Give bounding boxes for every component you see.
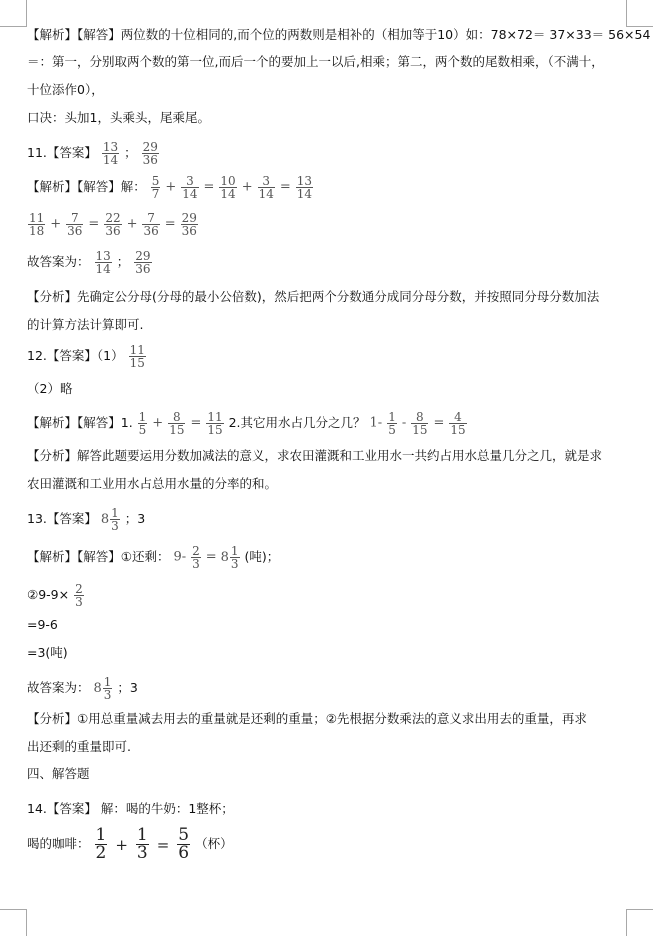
page-corner-bottom-right (626, 909, 653, 936)
fraction: $\frac{2}{3}$ (192, 544, 200, 571)
fraction: $\frac{4}{15}$ (450, 410, 466, 437)
operator: = (156, 835, 170, 854)
text-line (27, 110, 210, 126)
operator: = (279, 179, 291, 195)
answer-label: 14.【答案】 解：喝的牛奶：1整杯； (27, 801, 234, 816)
operator: = (190, 415, 202, 431)
text-line (27, 82, 104, 98)
solution-label: 【解析】【解答】解： (27, 179, 146, 194)
solution-line-14: 喝的咖啡： $\frac{1}{2}$ + $\frac{1}{3}$ = $\frac{5}{6}$ （杯） (27, 825, 233, 863)
operator: = (205, 549, 217, 565)
text-line (27, 476, 277, 492)
answer-line-14 (27, 801, 234, 817)
solution-line-13: 【解析】【解答】①还剩： 9- $\frac{2}{3}$ = 8 $\frac{1}{3}$ (吨)； (27, 544, 280, 571)
page-corner-top-right (626, 0, 653, 27)
answer-label: 13.【答案】 (27, 511, 97, 526)
operator: - (401, 415, 407, 431)
analysis-text: 【分析】先确定公分母(分母的最小公倍数)，然后把两个分数通分成同分母分数，并按照同分母分数加法 (27, 289, 600, 304)
text-line (27, 54, 604, 70)
analysis-text: 【分析】①用总重量减去用去的重量就是还剩的重量；②先根据分数乘法的意义求出用去的重量，再求 (27, 711, 587, 726)
operator: = (203, 179, 215, 195)
answer-label: 12.【答案】（1） (27, 348, 124, 363)
operator: + (50, 216, 62, 232)
final-answer-line-13: 故答案为： 8 $\frac{1}{3}$ ；3 (27, 675, 138, 702)
analysis-text: 农田灌溉和工业用水占总用水量的分率的和。 (27, 476, 278, 491)
analysis-text: 出还剩的重量即可. (27, 739, 131, 754)
final-answer-line-11: 故答案为： $\frac{13}{14}$ ； $\frac{29}{36}$ (27, 249, 151, 276)
text-line (27, 317, 143, 333)
fraction: $\frac{1}{5}$ (138, 410, 147, 437)
fraction: $\frac{22}{36}$ (105, 211, 121, 238)
solution-label: 【解析】【解答】①还剩： (27, 549, 170, 564)
fraction: $\frac{3}{14}$ (258, 174, 274, 201)
analysis-text: 的计算方法计算即可. (27, 317, 144, 332)
operator: + (152, 415, 164, 431)
analysis-text: 【分析】解答此题要运用分数加减法的意义，求农田灌溉和工业用水一共约占用水总量几分之几，就是求 (27, 448, 603, 463)
solution-step: ②9-9× $\frac{2}{3}$ (27, 582, 83, 609)
fraction: $\frac{11}{18}$ (29, 211, 45, 238)
text-line (27, 711, 587, 727)
operator: + (126, 216, 138, 232)
operator: + (115, 835, 128, 854)
fraction: $\frac{1}{5}$ (388, 410, 396, 437)
answer-line-12 (27, 344, 147, 369)
answer-line-11: 11.【答案】 $\frac{13}{14}$ ； $\frac{29}{36}$ (27, 140, 158, 167)
section-heading: 四、解答题 (27, 766, 90, 781)
text-line (27, 289, 599, 305)
analysis-text: 十位添作0）， (27, 82, 104, 97)
coffee-label: 喝的咖啡： (27, 836, 90, 851)
final-answer-label: 故答案为： (27, 254, 90, 269)
fraction: $\frac{7}{36}$ (67, 211, 83, 238)
mixed-number: 8 $\frac{1}{3}$ (220, 544, 239, 571)
text-line (27, 448, 602, 464)
fraction: $\frac{10}{14}$ (220, 174, 236, 201)
text-line (27, 739, 131, 755)
operator: + (165, 179, 177, 195)
solution-line-12: 【解析】【解答】1. $\frac{1}{5}$ + $\frac{8}{15}$ = $\frac{11}{15}$ 2.其它用水占几分之几？ 1- $\frac{1}{5}$ - $\frac{8}{15}$ = $\frac{4}{15}$ (27, 410, 466, 437)
operator: = (164, 216, 176, 232)
fraction: $\frac{5}{6}$ (178, 825, 190, 863)
mixed-number: 8 $\frac{1}{3}$ (93, 675, 112, 702)
mixed-number: 8 $\frac{1}{3}$ (100, 506, 119, 533)
text-line (27, 27, 650, 43)
analysis-text: 【解析】【解答】两位数的十位相同的,而个位的两数则是相补的（相加等于10）如：78×72＝ 37×33＝ 56×54 (27, 27, 651, 42)
fraction: $\frac{29}{36}$ (142, 140, 158, 167)
fraction: $\frac{2}{3}$ (75, 582, 83, 609)
page-corner-bottom-left (0, 909, 27, 936)
fraction: $\frac{1}{2}$ (95, 825, 107, 863)
mnemonic-text: 口决：头加1，头乘头，尾乘尾。 (27, 110, 210, 125)
fraction: $\frac{3}{14}$ (182, 174, 198, 201)
solution-line-11 (27, 175, 314, 200)
operator: + (241, 179, 253, 195)
solution-step: =9-6 (27, 617, 58, 632)
final-answer-label: 故答案为： (27, 680, 90, 695)
fraction: $\frac{8}{15}$ (412, 410, 428, 437)
fraction: $\frac{11}{15}$ (129, 343, 145, 370)
solution-line-11b (27, 212, 199, 237)
answer-line-13: 13.【答案】 8 $\frac{1}{3}$ ；3 (27, 506, 146, 533)
fraction: $\frac{13}{14}$ (296, 174, 313, 201)
fraction: $\frac{29}{36}$ (181, 211, 197, 238)
fraction: $\frac{13}{14}$ (95, 249, 111, 276)
text-line: （2）略 (27, 381, 73, 396)
analysis-text: ＝：第一，分别取两个数的第一位,而后一个的要加上一以后,相乘；第二，两个数的尾数相乘，（不满十， (27, 54, 604, 69)
fraction: $\frac{11}{15}$ (207, 410, 223, 437)
fraction: $\frac{29}{36}$ (135, 249, 151, 276)
fraction: $\frac{1}{3}$ (136, 825, 148, 863)
operator: = (88, 216, 100, 232)
fraction: $\frac{5}{7}$ (151, 174, 160, 201)
page-corner-top-left (0, 0, 27, 27)
solution-label: 【解析】【解答】1. (27, 415, 133, 430)
answer-label: 11.【答案】 (27, 145, 97, 160)
fraction: $\frac{13}{14}$ (102, 140, 119, 167)
fraction: $\frac{7}{36}$ (143, 211, 159, 238)
fraction: $\frac{8}{15}$ (169, 410, 185, 437)
solution-step: =3(吨) (27, 645, 68, 660)
operator: = (433, 415, 445, 431)
